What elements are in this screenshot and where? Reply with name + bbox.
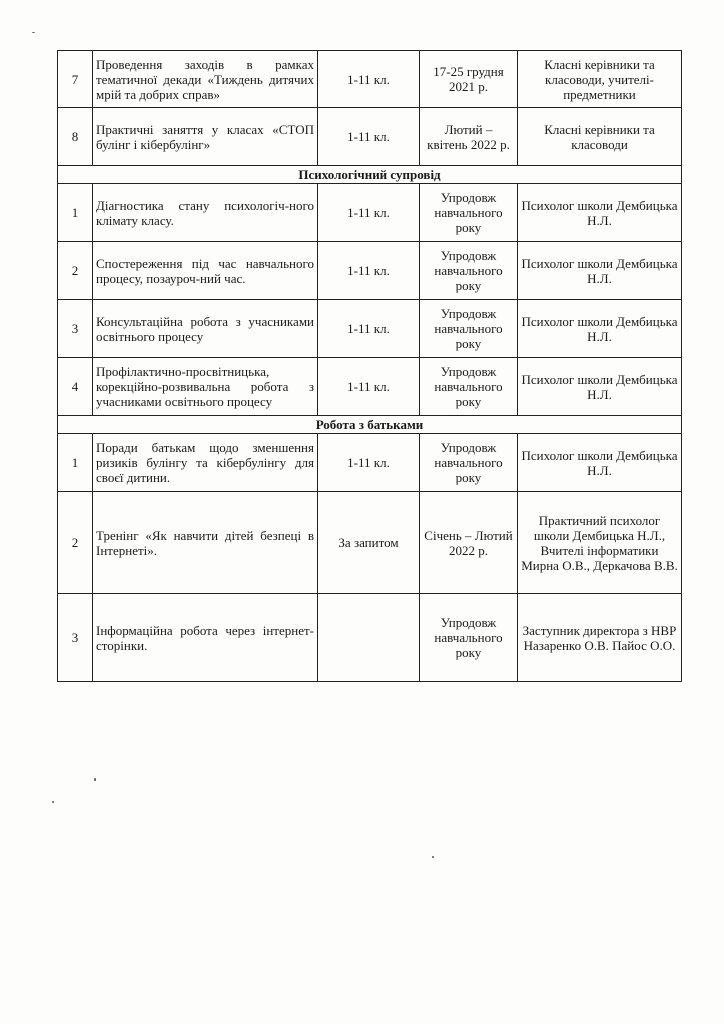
row-number: 1 [58,434,93,492]
classes-cell: 1-11 кл. [318,242,420,300]
row-number: 3 [58,300,93,358]
classes-cell: 1-11 кл. [318,300,420,358]
scan-speck [94,778,96,781]
activity-cell: Профілактично-просвітницька, корекційно-розвивальна робота з учасниками освітнього процесу [93,358,318,416]
classes-cell: 1-11 кл. [318,434,420,492]
activity-cell: Проведення заходів в рамках тематичної декади «Тиждень дитячих мрій та добрих справ» [93,51,318,108]
table-row [58,300,682,358]
responsible-cell: Класні керівники та класоводи, учителі-предметники [518,51,682,108]
section-header-row [58,416,682,434]
section-header-row [58,166,682,184]
activity-cell: Спостереження під час навчального процесу, позауроч-ний час. [93,242,318,300]
term-cell: Упродовж навчального року [420,242,518,300]
term-cell: Упродовж навчального року [420,358,518,416]
responsible-cell: Практичний психолог школи Дембицька Н.Л., Вчителі інформатики Мирна О.В., Деркачова В.В. [518,492,682,594]
term-cell: 17-25 грудня 2021 р. [420,51,518,108]
classes-cell [318,594,420,682]
responsible-cell: Психолог школи Дембицька Н.Л. [518,242,682,300]
term-cell: Упродовж навчального року [420,434,518,492]
table-row [58,434,682,492]
table-row [58,108,682,166]
term-cell: Лютий – квітень 2022 р. [420,108,518,166]
section-title-psych: Психологічний супровід [58,166,682,184]
activity-cell: Діагностика стану психологіч-ного клімату класу. [93,184,318,242]
term-cell: Упродовж навчального року [420,184,518,242]
term-cell: Січень – Лютий 2022 р. [420,492,518,594]
term-cell: Упродовж навчального року [420,300,518,358]
table-row [58,242,682,300]
responsible-cell: Психолог школи Дембицька Н.Л. [518,300,682,358]
row-number: 1 [58,184,93,242]
scan-speck [52,801,54,803]
responsible-cell: Психолог школи Дембицька Н.Л. [518,434,682,492]
row-number: 7 [58,51,93,108]
row-number: 2 [58,492,93,594]
classes-cell: 1-11 кл. [318,184,420,242]
table-body [58,51,682,682]
term-cell: Упродовж навчального року [420,594,518,682]
row-number: 8 [58,108,93,166]
classes-cell: 1-11 кл. [318,358,420,416]
row-number: 4 [58,358,93,416]
activity-cell: Консультаційна робота з учасниками освітнього процесу [93,300,318,358]
responsible-cell: Психолог школи Дембицька Н.Л. [518,358,682,416]
responsible-cell: Класні керівники та класоводи [518,108,682,166]
table-row [58,358,682,416]
section-title-parents: Робота з батьками [58,416,682,434]
classes-cell: За запитом [318,492,420,594]
activity-cell: Практичні заняття у класах «СТОП булінг і кібербулінг» [93,108,318,166]
classes-cell: 1-11 кл. [318,108,420,166]
activity-cell: Інформаційна робота через інтернет-сторінки. [93,594,318,682]
responsible-cell: Психолог школи Дембицька Н.Л. [518,184,682,242]
scan-speck [432,856,434,858]
table-row [58,492,682,594]
table-row [58,184,682,242]
table-row [58,594,682,682]
row-number: 3 [58,594,93,682]
scan-speck [32,32,35,33]
row-number: 2 [58,242,93,300]
table-row [58,51,682,108]
activity-table [57,50,682,682]
activity-cell: Тренінг «Як навчити дітей безпеці в Інтернеті». [93,492,318,594]
classes-cell: 1-11 кл. [318,51,420,108]
activity-cell: Поради батькам щодо зменшення ризиків булінгу та кібербулінгу для своєї дитини. [93,434,318,492]
responsible-cell: Заступник директора з НВР Назаренко О.В. Пайос О.О. [518,594,682,682]
